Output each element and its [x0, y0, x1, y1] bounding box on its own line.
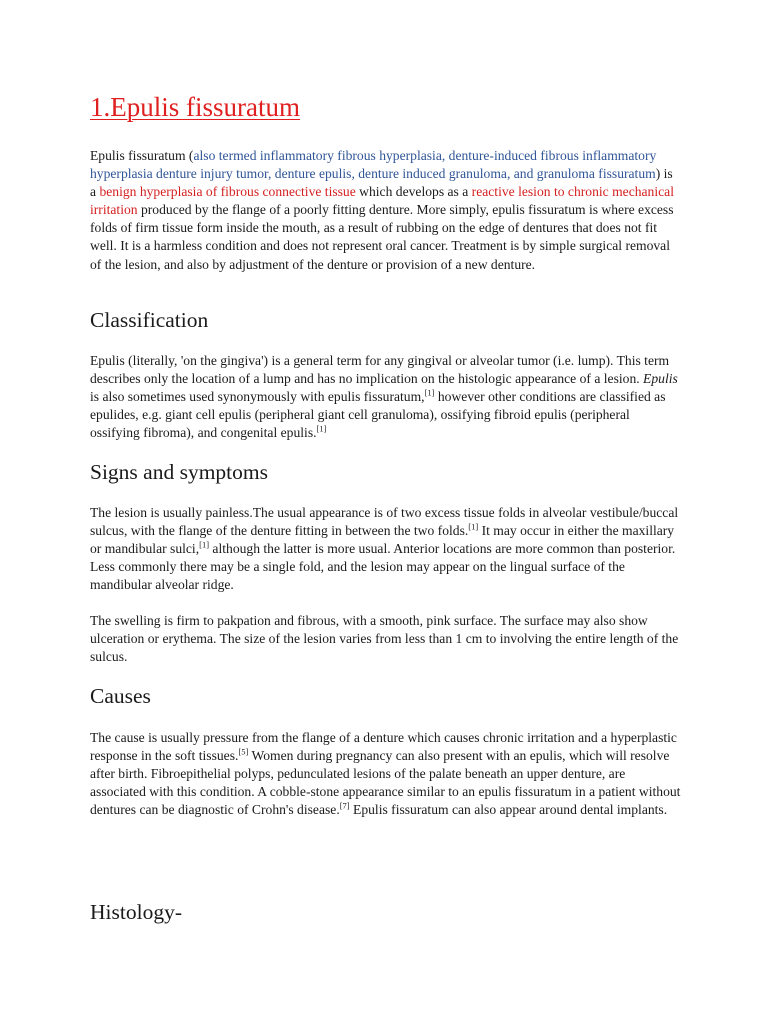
signs-text-2: It may occur in either the maxillary or mandibular sulci, — [90, 523, 675, 557]
signs-text-1: The lesion is usually painless.The usual appearance is of two excess tissue folds in alveolar vestibule/buccal sulcus, with the flange of the denture fitting in between the two folds. — [90, 505, 679, 539]
reference-5[interactable]: [5] — [238, 746, 249, 757]
classification-heading: Classification — [90, 308, 209, 332]
causes-text-1: The cause is usually pressure from the flange of a denture which causes chronic irritation and a hyperplastic response in the soft tissues. — [90, 730, 677, 764]
reference-1b[interactable]: [1] — [316, 423, 327, 434]
intro-text-3: which develops as a — [355, 184, 472, 200]
classification-text-2: is also sometimes used synonymously with epulis fissuratum, — [90, 389, 425, 405]
synonyms-text: also termed inflammatory fibrous hyperplasia, denture-induced fibrous inflammatory hyperplasia denture injury tumor, denture epulis, denture induced granuloma, and granuloma fissuratum — [90, 148, 657, 182]
epulis-emphasis: Epulis — [643, 371, 678, 387]
definition-text-2: reactive lesion to chronic mechanical irritation — [90, 184, 674, 218]
intro-text-1: Epulis fissuratum ( — [90, 148, 194, 163]
reference-1c[interactable]: [1] — [468, 521, 479, 532]
causes-paragraph — [90, 729, 682, 819]
histology-heading: Histology- — [90, 900, 182, 924]
classification-paragraph — [90, 352, 682, 442]
causes-text-3: Epulis fissuratum can also appear around dental implants. — [349, 802, 668, 818]
intro-text-4: produced by the flange of a poorly fitting denture. More simply, epulis fissuratum is where excess folds of firm tissue form inside the mouth, as a result of rubbing on the edge of dentures that does not fit well. It is a harmless condition and does not represent oral cancer. Treatment is by simple surgical removal of the lesion, and also by adjustment of the denture or provision of a new denture. — [90, 202, 674, 272]
signs-paragraph-2: The swelling is firm to pakpation and fibrous, with a smooth, pink surface. The surface may also show ulceration or erythema. The size of the lesion varies from less than 1 cm to involving the entire length of the sulcus. — [90, 613, 679, 665]
classification-text-3: however other conditions are classified as epulides, e.g. giant cell epulis (peripheral giant cell granuloma), ossifying fibroid epulis (peripheral ossifying fibroma), and congenital epulis. — [90, 389, 666, 441]
classification-text-1: Epulis (literally, 'on the gingiva') is a general term for any gingival or alveolar tumor (i.e. lump). This term describes only the location of a lump and has no implication on the histologic appearance of a lesion. — [90, 353, 670, 387]
page-title: 1.Epulis fissuratum — [90, 92, 300, 122]
signs-heading: Signs and symptoms — [90, 460, 268, 484]
reference-1[interactable]: [1] — [424, 387, 435, 398]
causes-heading: Causes — [90, 684, 151, 708]
signs-paragraph-1 — [90, 504, 682, 594]
definition-text-1: benign hyperplasia of fibrous connective tissue — [99, 184, 356, 200]
reference-7[interactable]: [7] — [339, 800, 350, 811]
reference-1d[interactable]: [1] — [199, 539, 210, 550]
intro-paragraph — [90, 147, 682, 274]
signs-text-3: although the latter is more usual. Anterior locations are more common than posterior. Less commonly there may be a single fold, and the lesion may appear on the lingual surface of the mandibular alveolar ridge. — [90, 541, 676, 593]
causes-text-2: Women during pregnancy can also present with an epulis, which will resolve after birth. Fibroepithelial polyps, pedunculated lesions of the palate beneath an upper denture, are associated with this condition. A cobble-stone appearance similar to an epulis fissuratum in a patient without dentures can be diagnostic of Crohn's disease. — [90, 748, 681, 818]
intro-text-2: ) is a — [90, 166, 673, 200]
